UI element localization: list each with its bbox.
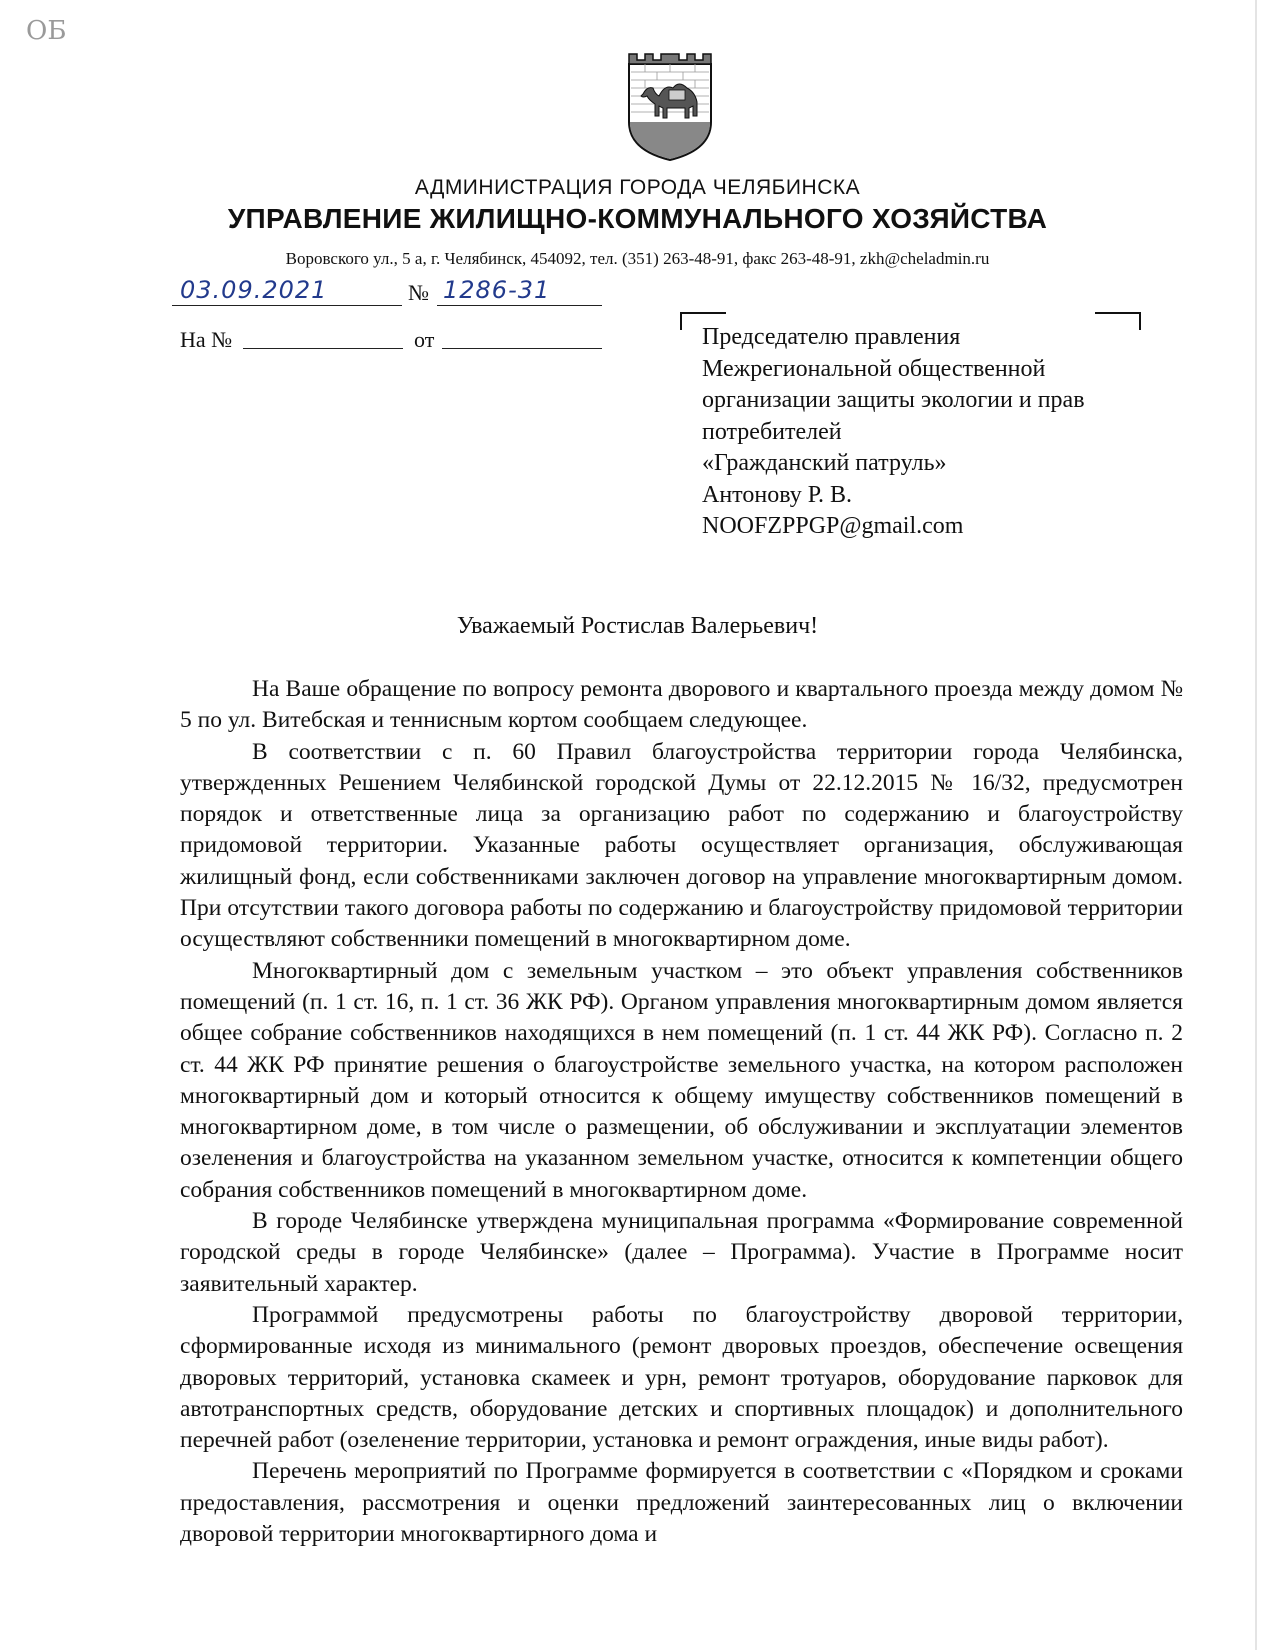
addressee-line: Антонову Р. В. — [702, 481, 853, 508]
reply-number-line — [243, 348, 403, 349]
salutation: Уважаемый Ростислав Валерьевич! — [456, 613, 819, 639]
body-paragraph: Программой предусмотрены работы по благоустройству дворовой территории, сформированные исходя из минимального (ремонт дворовых проездов, обеспечение освещения дворовых территорий, установка скамеек и урн, ремонт тротуаров, оборудование парковок для автотранспортных средств, оборудование детских и спортивных площадок) и дополнительного перечней работ (озеленение территории, установка и ремонт ограждения, иные виды работ). — [180, 1301, 1183, 1454]
registration-number-label: № — [408, 280, 429, 305]
letter-body — [180, 674, 1183, 1550]
reply-from-label: от — [414, 327, 435, 352]
addressee-line: организации защиты экологии и прав — [702, 387, 1085, 413]
department-name: УПРАВЛЕНИЕ ЖИЛИЩНО-КОММУНАЛЬНОГО ХОЗЯЙСТВА — [227, 203, 1048, 234]
body-paragraph: На Ваше обращение по вопросу ремонта дворового и квартального проезда между домом № 5 по ул. Витебская и теннисным кортом сообщаем следующее. — [180, 676, 1183, 734]
date-underline — [172, 305, 402, 306]
administration-name: АДМИНИСТРАЦИЯ ГОРОДА ЧЕЛЯБИНСКА — [414, 176, 861, 199]
addressee-block — [702, 322, 1085, 543]
reply-date-line — [442, 348, 602, 349]
addressee-bracket-right — [1095, 312, 1141, 330]
page-mark-handwritten: ОБ — [26, 16, 67, 46]
registration-date: 03.09.2021 — [180, 276, 328, 304]
reply-to-label: На № — [180, 327, 233, 352]
department-address: Воровского ул., 5 а, г. Челябинск, 454092, тел. (351) 263-48-91, факс 263-48-91, zkh@cheladmin.ru — [285, 249, 990, 268]
addressee-line: Председателю правления — [702, 324, 961, 350]
coat-of-arms-emblem — [625, 50, 715, 162]
body-paragraph: В соответствии с п. 60 Правил благоустройства территории города Челябинска, утвержденных Решением Челябинской городской Думы от 22.12.2015 № 16/32, предусмотрен порядок и ответственные лица за организацию работ по содержанию и благоустройству придомовой территории. Указанные работы осуществляет организация, обслуживающая жилищный фонд, если собственниками заключен договор на управление многоквартирным домом. При отсутствии такого договора работы по содержанию и благоустройству придомовой территории осуществляют собственники помещений в многоквартирном доме. — [180, 738, 1183, 953]
addressee-line: «Гражданский патруль» — [702, 450, 947, 476]
number-underline — [437, 305, 602, 306]
scan-edge-shadow — [1255, 0, 1257, 1650]
body-paragraph: Перечень мероприятий по Программе формируется в соответствии с «Порядком и сроками предоставления, рассмотрения и оценки предложений заинтересованных лиц о включении дворовой территории многоквартирного дома и — [180, 1458, 1183, 1548]
addressee-line: потребителей — [702, 418, 842, 445]
body-paragraph: Многоквартирный дом с земельным участком – это объект управления собственников помещений (п. 1 ст. 16, п. 1 ст. 36 ЖК РФ). Органом управления многоквартирным домом является общее собрание собственников находящихся в нем помещений (п. 1 ст. 44 ЖК РФ). Согласно п. 2 ст. 44 ЖК РФ принятие решения о благоустройстве земельного участка, на котором расположен многоквартирный дом и который относится к общему имуществу собственников помещений в многоквартирном доме, в том числе о размещении, об обслуживании и эксплуатации элементов озеленения и благоустройства на указанном земельном участке, относится к компетенции общего собрания собственников помещений в многоквартирном доме. — [180, 957, 1183, 1203]
registration-number: 1286-31 — [443, 276, 551, 304]
body-paragraph: В городе Челябинске утверждена муниципальная программа «Формирование современной городской среды в городе Челябинске» (далее – Программа). Участие в Программе носит заявительный характер. — [180, 1208, 1183, 1297]
addressee-line: Межрегиональной общественной — [702, 355, 1046, 382]
addressee-email: NOOFZPPGP@gmail.com — [702, 513, 964, 539]
